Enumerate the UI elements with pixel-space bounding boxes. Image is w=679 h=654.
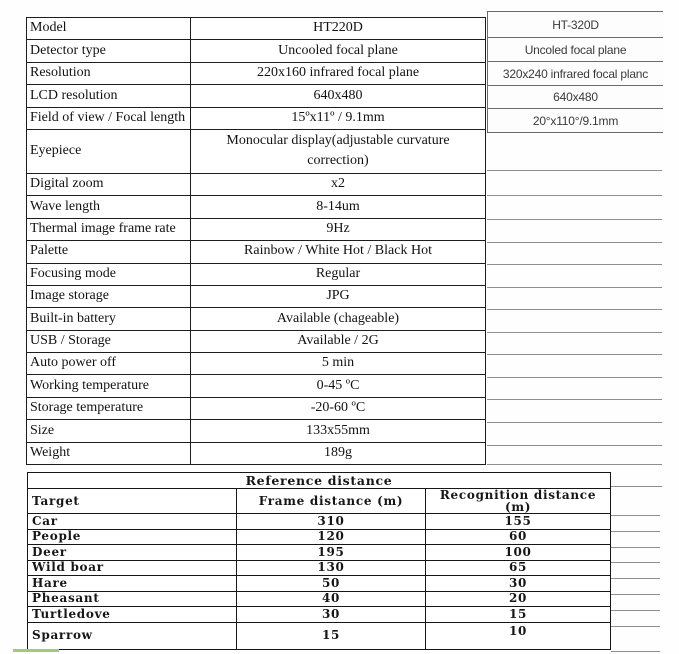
col-header-frame-distance: Frame distance (m) (237, 489, 426, 514)
spec-label: Resolution (27, 62, 191, 84)
spec-value-ht220d: Regular (191, 263, 486, 285)
spec-row (27, 241, 486, 263)
ghost-line (487, 264, 662, 265)
ghost-line (611, 594, 660, 595)
ref-recognition-distance: 20 (426, 591, 611, 607)
spec-row (27, 173, 486, 195)
spec-value-ht220d: 15ºx11º / 9.1mm (191, 107, 486, 129)
ref-row (28, 622, 611, 650)
ref-target: People (28, 529, 237, 545)
ref-recognition-distance: 15 (426, 607, 611, 623)
spec-label: Wave length (27, 196, 191, 218)
ghost-line (487, 170, 662, 171)
ref-frame-distance: 15 (237, 622, 426, 650)
spec-value-ht220d: Uncooled focal plane (191, 40, 486, 62)
spec-value-ht220d: 220x160 infrared focal plane (191, 62, 486, 84)
spec-row (27, 40, 486, 62)
ref-frame-distance: 50 (237, 576, 426, 592)
spec-label: Image storage (27, 285, 191, 307)
ghost-line (611, 562, 660, 563)
spec-label: Working temperature (27, 375, 191, 397)
ref-target: Wild boar (28, 560, 237, 576)
ref-recognition-distance: 60 (426, 529, 611, 545)
spec-row (27, 285, 486, 307)
spec-label: Field of view / Focal length (27, 107, 191, 129)
ref-frame-distance: 30 (237, 607, 426, 623)
ghost-line (487, 195, 662, 196)
ghost-line (611, 651, 660, 652)
spec-row (27, 375, 486, 397)
spec-row (27, 129, 486, 173)
ghost-line (611, 610, 660, 611)
ghost-line (487, 445, 662, 446)
ref-target: Pheasant (28, 591, 237, 607)
ghost-line (611, 626, 660, 627)
spec-value-ht220d: 9Hz (191, 218, 486, 240)
ghost-line (487, 464, 662, 465)
ghost-line (487, 242, 662, 243)
ref-row (28, 576, 611, 592)
spec-label: LCD resolution (27, 85, 191, 107)
ref-frame-distance: 130 (237, 560, 426, 576)
spec-row (27, 18, 486, 40)
spec-row (27, 107, 486, 129)
ref-row (28, 545, 611, 561)
ref-recognition-distance: 100 (426, 545, 611, 561)
ref-recognition-distance: 155 (426, 514, 611, 530)
ref-target: Car (28, 514, 237, 530)
spec-row (27, 218, 486, 240)
spec-row (27, 330, 486, 352)
spec-label: Weight (27, 442, 191, 464)
spec-value-ht220d: 0-45 ºC (191, 375, 486, 397)
ref-row (28, 591, 611, 607)
ghost-line (487, 309, 662, 310)
spec-label: Auto power off (27, 353, 191, 375)
ref-target: Sparrow (28, 622, 237, 650)
spec-label: Palette (27, 241, 191, 263)
spec-label: Eyepiece (27, 129, 191, 173)
spec-label: Focusing mode (27, 263, 191, 285)
ghost-line (487, 399, 662, 400)
spec-value-ht220d: Monocular display(adjustable curvature correction) (191, 129, 486, 173)
spec-value-ht320d: 640x480 (487, 86, 663, 109)
ref-row (28, 514, 611, 530)
spec-label: Storage temperature (27, 397, 191, 419)
ref-recognition-distance: 10 (426, 622, 611, 650)
ghost-line (487, 219, 662, 220)
ghost-line (611, 578, 660, 579)
spec-label: Size (27, 420, 191, 442)
spec-value-ht220d: Available (chageable) (191, 308, 486, 330)
ref-row (28, 607, 611, 623)
spec-value-ht220d: x2 (191, 173, 486, 195)
spec-value-ht220d: -20-60 ºC (191, 397, 486, 419)
spec-label: Built-in battery (27, 308, 191, 330)
ghost-line (487, 332, 662, 333)
col-header-recognition-distance: Recognition distance (m) (426, 489, 611, 514)
spec-label: Digital zoom (27, 173, 191, 195)
ref-target: Turtledove (28, 607, 237, 623)
ghost-line (611, 531, 660, 532)
spec-value-ht320d: 20°x110°/9.1mm (487, 109, 663, 133)
ghost-line (611, 515, 660, 516)
ref-frame-distance: 310 (237, 514, 426, 530)
ref-frame-distance: 40 (237, 591, 426, 607)
spec-row (27, 353, 486, 375)
spec-row (27, 397, 486, 419)
spec-value-ht220d: 8-14um (191, 196, 486, 218)
reference-distance-title: Reference distance (28, 473, 611, 489)
spec-row (27, 263, 486, 285)
ref-target: Deer (28, 545, 237, 561)
spec-label: Thermal image frame rate (27, 218, 191, 240)
spec-label: Model (27, 18, 191, 40)
spec-row (27, 196, 486, 218)
ref-target: Hare (28, 576, 237, 592)
ref-recognition-distance: 65 (426, 560, 611, 576)
ref-row (28, 560, 611, 576)
spec-row (27, 308, 486, 330)
spec-table (26, 17, 486, 465)
ghost-line (487, 287, 662, 288)
spec-label: USB / Storage (27, 330, 191, 352)
spec-value-ht320d: HT-320D (487, 11, 663, 38)
ghost-line (487, 354, 662, 355)
ref-frame-distance: 120 (237, 529, 426, 545)
spec-row (27, 420, 486, 442)
spec-table-body (27, 18, 486, 465)
spec-value-ht220d: HT220D (191, 18, 486, 40)
ghost-line (487, 422, 662, 423)
ref-table-body (28, 514, 611, 650)
spec-row (27, 442, 486, 464)
ref-title-row (28, 473, 611, 489)
ref-table-head (28, 473, 611, 514)
reference-distance-table (27, 472, 611, 650)
ref-recognition-distance: 30 (426, 576, 611, 592)
spec-label: Detector type (27, 40, 191, 62)
col-header-target: Target (28, 489, 237, 514)
ghost-line (611, 547, 660, 548)
ref-row (28, 529, 611, 545)
spec-value-ht220d: Available / 2G (191, 330, 486, 352)
ht320d-column-overlay (487, 11, 663, 133)
spec-value-ht320d: 320x240 infrared focal planc (487, 62, 663, 86)
spec-value-ht220d: 133x55mm (191, 420, 486, 442)
green-underline-mark (13, 649, 59, 652)
spec-value-ht220d: JPG (191, 285, 486, 307)
ghost-line (487, 377, 662, 378)
spec-value-ht220d: 5 min (191, 353, 486, 375)
ref-header-row (28, 489, 611, 514)
spec-value-ht220d: Rainbow / White Hot / Black Hot (191, 241, 486, 263)
ref-frame-distance: 195 (237, 545, 426, 561)
spec-value-ht320d: Uncoled focal plane (487, 38, 663, 62)
spec-value-ht220d: 640x480 (191, 85, 486, 107)
spec-row (27, 62, 486, 84)
spec-row (27, 85, 486, 107)
spec-value-ht220d: 189g (191, 442, 486, 464)
